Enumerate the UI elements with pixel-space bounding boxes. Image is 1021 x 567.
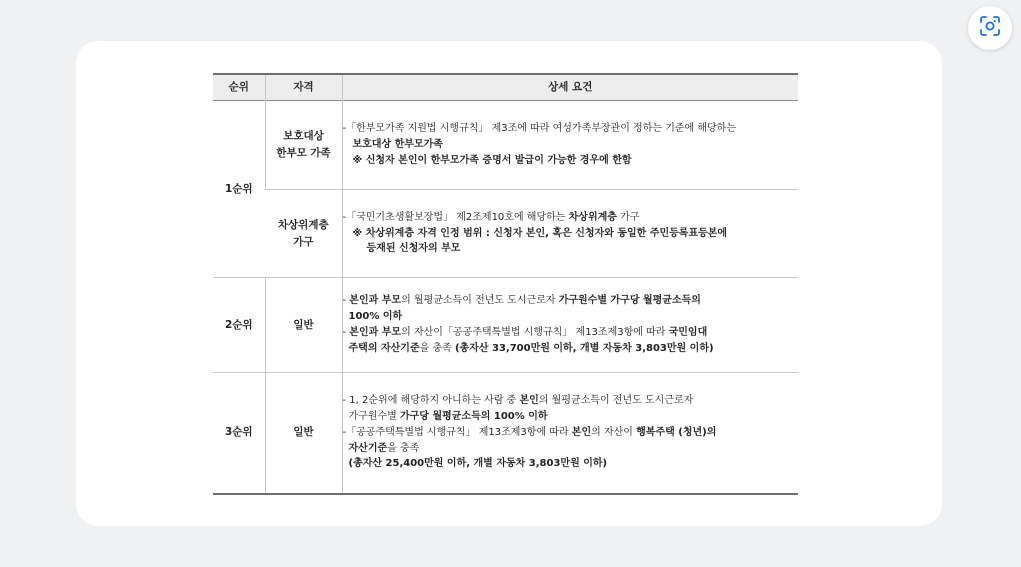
detail-cell (342, 278, 798, 373)
qualification-line: 차상위계층 (277, 218, 329, 231)
visual-search-button[interactable] (968, 6, 1012, 50)
header-detail: 상세 요건 (342, 74, 798, 101)
qualification-line: 가구 (293, 235, 314, 248)
detail-line: - 본인과 부모의 자산이「공공주택특별법 시행규칙」 제13조제3항에 따라 국민임대 (342, 327, 708, 338)
detail-cell (342, 190, 798, 278)
rank-cell: 3순위 (224, 426, 253, 439)
qualification-cell (265, 190, 342, 278)
detail-line: 자산기준을 충족 (348, 442, 420, 454)
table-row (213, 278, 798, 373)
qualification-cell (265, 101, 342, 190)
detail-line: -「한부모가족 지원법 시행규칙」 제3조에 따라 여성가족부장관이 정하는 기준에 해당하는 (342, 123, 736, 135)
detail-line: 보호대상 한부모가족 (352, 139, 443, 151)
qualification-cell: 일반 (265, 278, 342, 373)
eligibility-table (213, 73, 798, 495)
table-row (213, 373, 798, 494)
table-row (213, 101, 798, 190)
detail-line: 주택의 자산기준을 충족 (총자산 33,700만원 이하, 개별 자동차 3,803만원 이하) (348, 342, 714, 354)
detail-line: (총자산 25,400만원 이하, 개별 자동차 3,803만원 이하) (348, 458, 608, 470)
qualification-line: 한부모 가족 (276, 147, 331, 159)
detail-line: -「공공주택특별법 시행규칙」 제13조제3항에 따라 본인의 자산이 행복주택 (청년)의 (342, 426, 717, 438)
detail-cell (342, 373, 798, 494)
qualification-line: 보호대상 (283, 130, 324, 143)
detail-line: - 본인과 부모의 월평균소득이 전년도 도시근로자 가구원수별 가구당 월평균소득의 (342, 295, 701, 307)
image-card (76, 41, 942, 526)
rank-cell: 2순위 (224, 318, 253, 331)
detail-line: 등재된 신청자의 부모 (366, 243, 461, 255)
detail-line: - 1, 2순위에 해당하지 아니하는 사람 중 본인의 월평균소득이 전년도 도시근로자 (342, 395, 694, 407)
detail-line: -「국민기초생활보장법」 제2조제10호에 해당하는 차상위계층 가구 (342, 211, 640, 223)
detail-cell (342, 101, 798, 190)
rank-cell: 1순위 (224, 182, 253, 195)
table-row (213, 190, 798, 278)
lens-icon (979, 15, 1001, 41)
header-qualification: 자격 (265, 74, 342, 101)
detail-line: 100% 이하 (348, 311, 403, 323)
qualification-cell: 일반 (265, 373, 342, 494)
detail-line: ※ 신청자 본인이 한부모가족 증명서 발급이 가능한 경우에 한함 (352, 154, 632, 166)
table-header-row (213, 74, 798, 101)
header-rank: 순위 (213, 74, 265, 101)
detail-line: 가구원수별 가구당 월평균소득의 100% 이하 (348, 411, 548, 423)
detail-line: ※ 차상위계층 자격 인정 범위 : 신청자 본인, 혹은 신청자와 동일한 주민등록표등본에 (352, 227, 728, 239)
